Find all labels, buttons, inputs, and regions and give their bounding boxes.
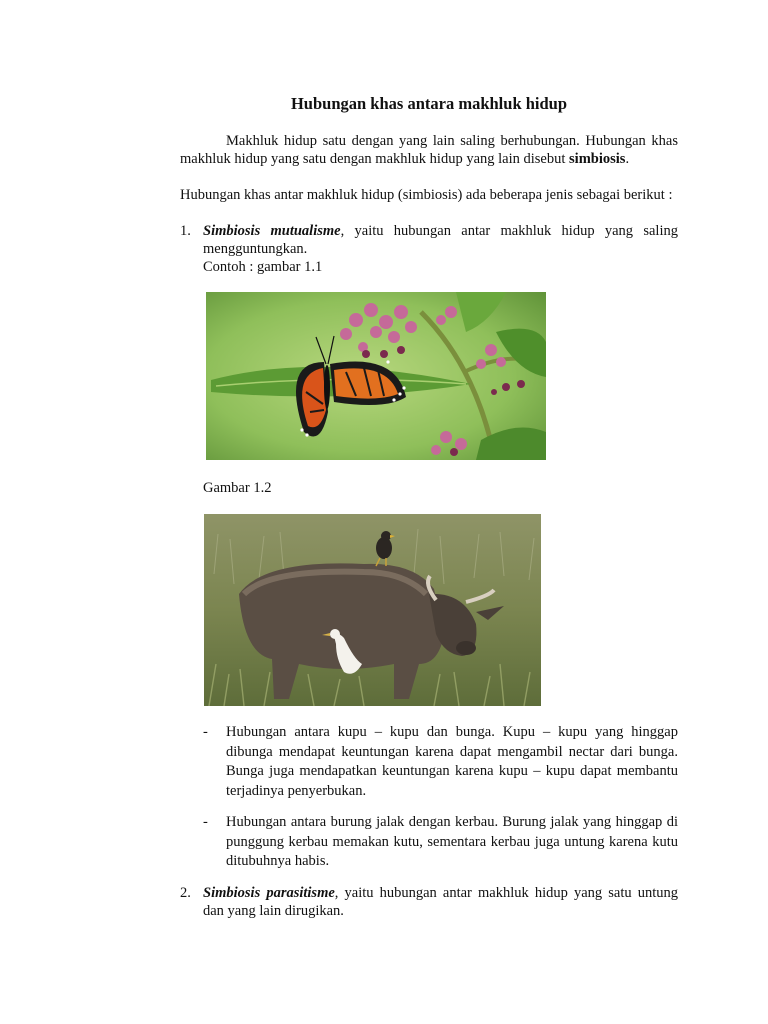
document-title: Hubungan khas antara makhluk hidup [290, 94, 568, 113]
types-intro-paragraph: Hubungan khas antar makhluk hidup (simbiosis) ada beberapa jenis sebagai berikut : [180, 187, 673, 203]
bullet-2-marker: - [203, 814, 208, 830]
item-1-term: Simbiosis mutualisme [203, 223, 341, 239]
bullet-1-marker: - [203, 724, 208, 740]
item-2-text [203, 884, 678, 920]
bullet-1-text: Hubungan antara kupu – kupu dan bunga. Kupu – kupu yang hinggap dibunga mendapat keuntungan karena dapat mengambil nectar dari bunga. Bunga juga mendapatkan keuntungan karena kupu – kupu dapat membantu terjadinya penyerbukan. [226, 724, 678, 799]
item-1-number: 1. [180, 223, 191, 239]
buffalo-birds-illustration [204, 514, 541, 706]
bullet-2-text: Hubungan antara burung jalak dengan kerbau. Burung jalak yang hinggap di punggung kerbau memakan kutu, sementara kerbau juga untung karena kutu ditubuhnya habis. [226, 814, 678, 869]
item-2-number: 2. [180, 885, 191, 901]
intro-paragraph [180, 132, 678, 168]
butterfly-flower-illustration [206, 292, 546, 460]
item-2-definition: , yaitu hubungan antar makhluk hidup yang satu untung dan yang lain dirugikan. [203, 885, 678, 919]
butterfly-flower-photo [206, 292, 546, 460]
intro-text: Makhluk hidup satu dengan yang lain saling berhubungan. Hubungan khas makhluk hidup yang satu dengan makhluk hidup yang lain disebut [180, 133, 678, 167]
item-2-term: Simbiosis parasitisme [203, 885, 335, 901]
item-1-definition: , yaitu hubungan antar makhluk hidup yang saling mengguntungkan. [203, 223, 678, 257]
item-1-text [203, 222, 678, 258]
figure-2-label: Gambar 1.2 [203, 480, 272, 496]
buffalo-birds-photo [204, 514, 541, 706]
item-1-example-label: Contoh : gambar 1.1 [203, 259, 323, 275]
intro-bold-term: simbiosis [569, 151, 626, 167]
intro-text-end: . [625, 151, 630, 167]
